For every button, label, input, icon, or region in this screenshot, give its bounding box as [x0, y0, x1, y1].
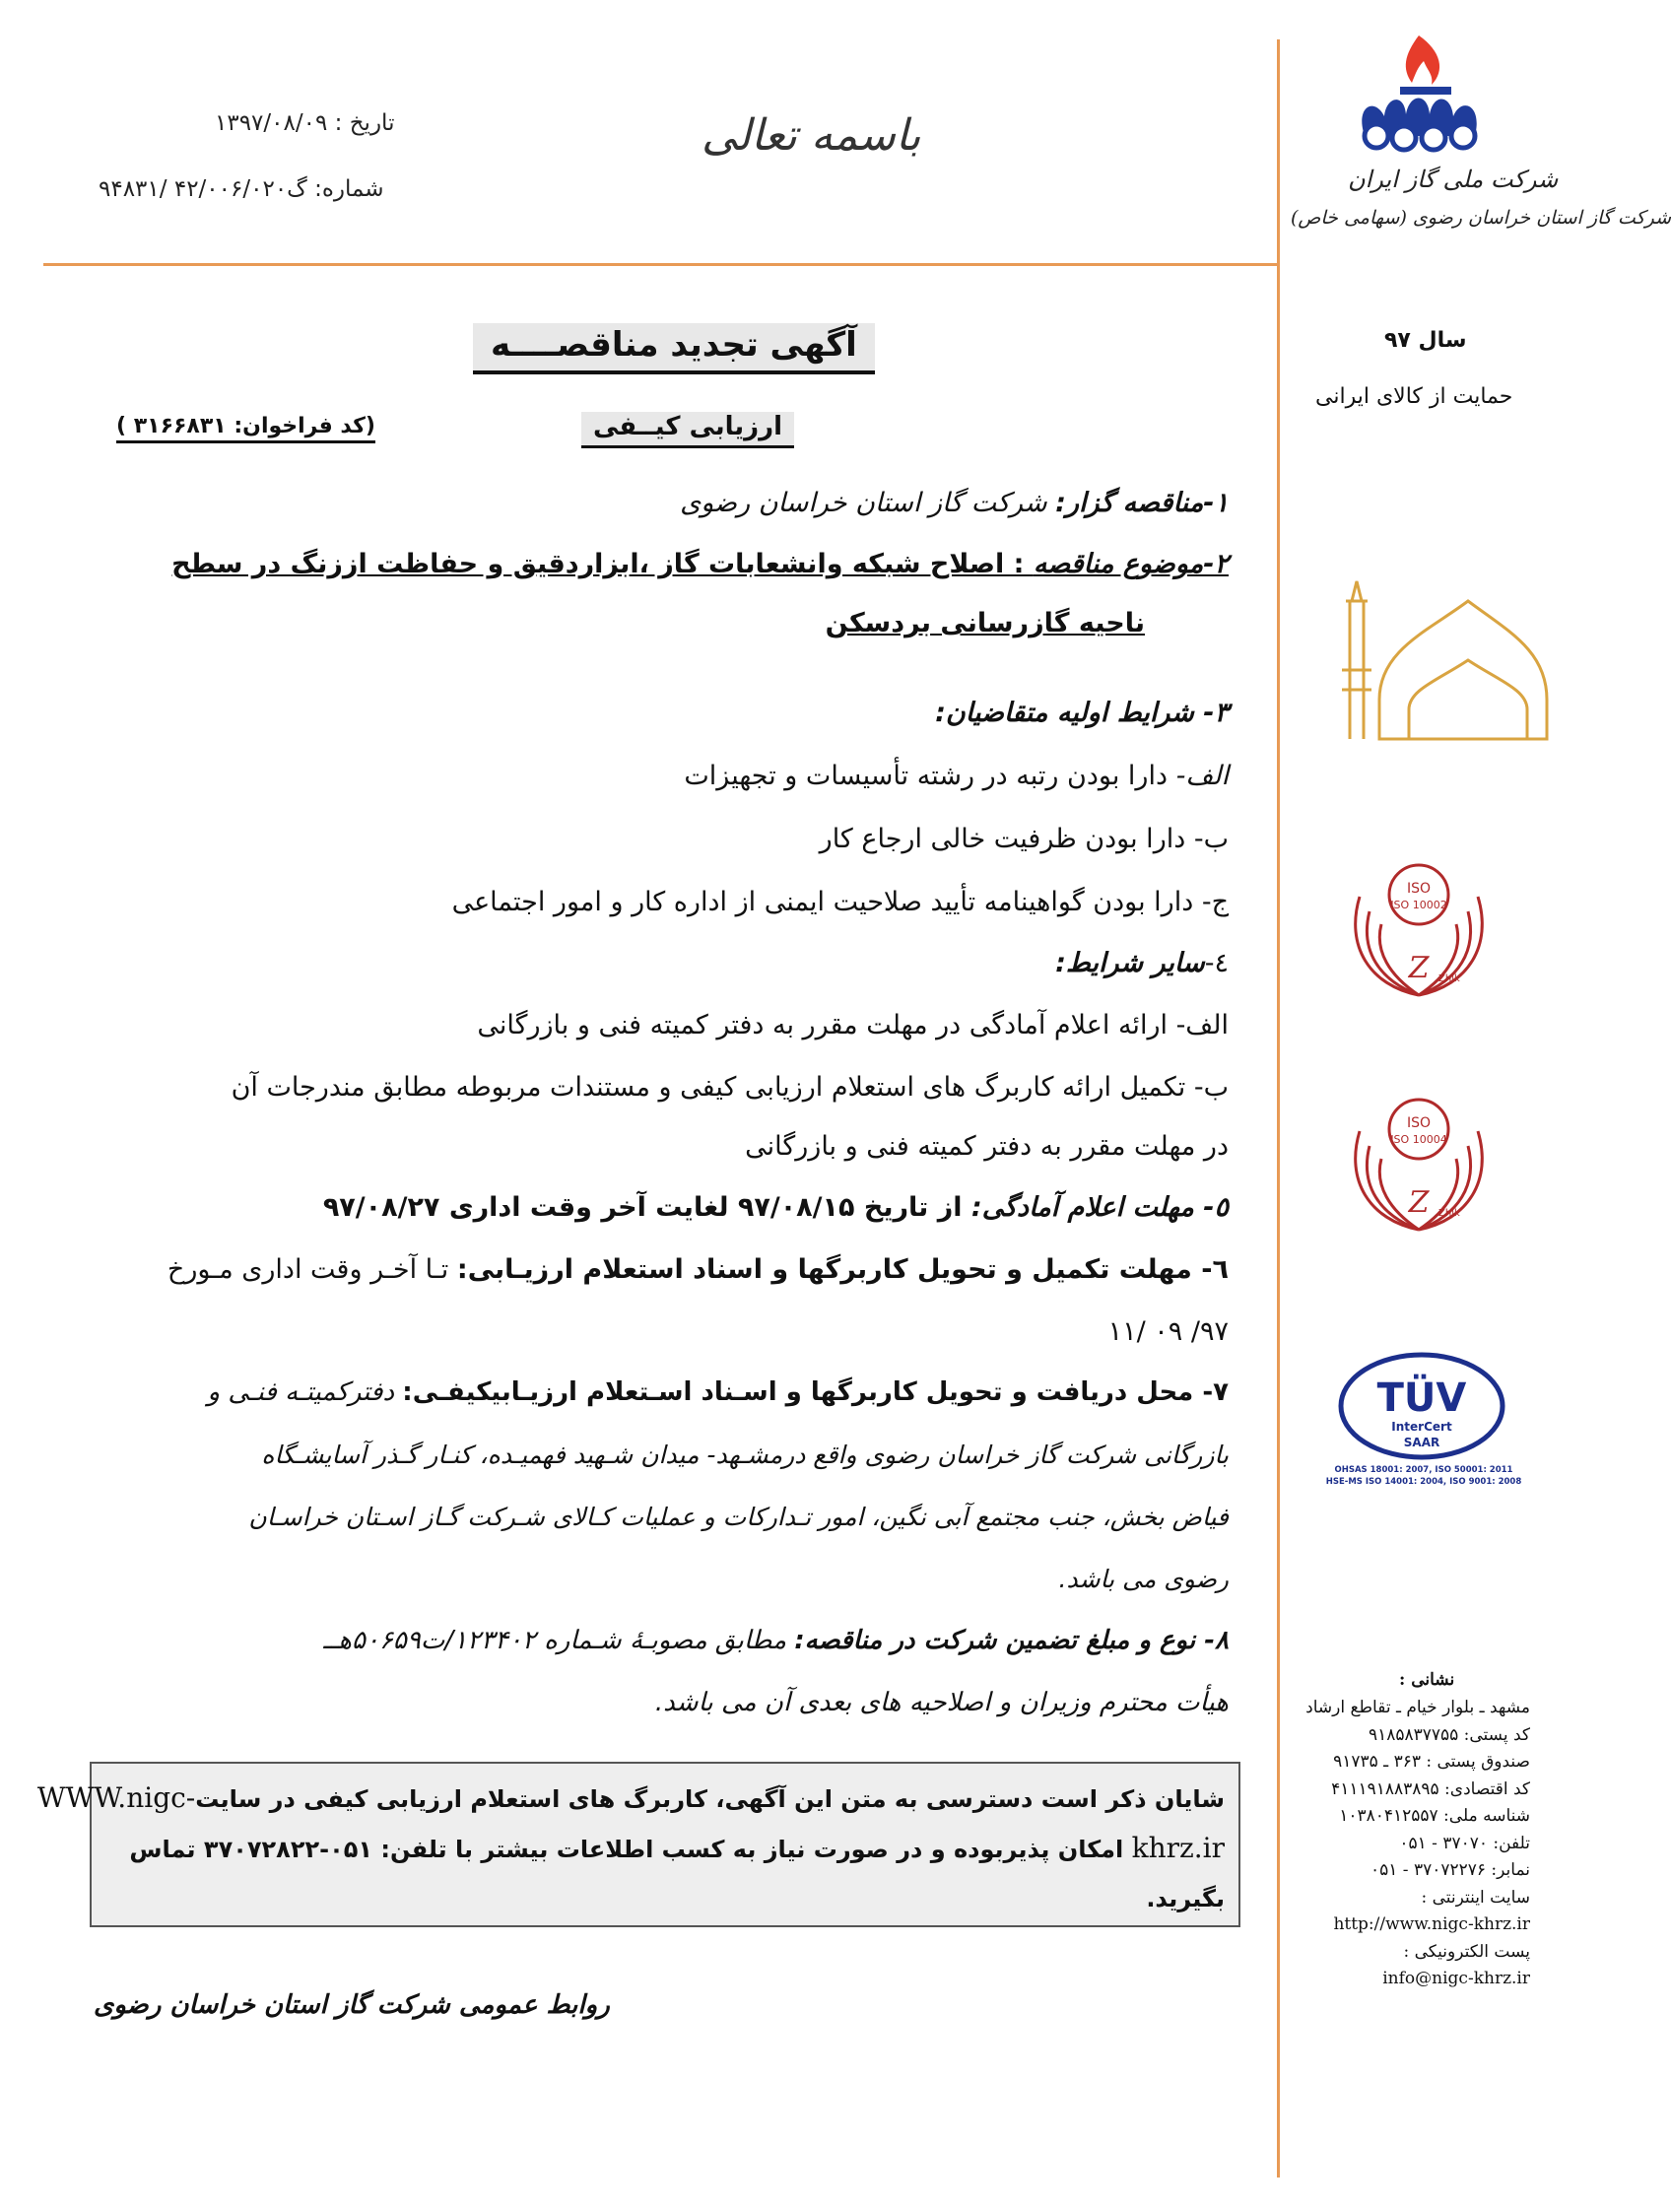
tuv-sub1: InterCert: [1391, 1420, 1452, 1434]
header-divider: [43, 263, 1280, 266]
economic-code: کد اقتصادی: ۴۱۱۱۹۱۸۸۳۸۹۵: [1331, 1778, 1530, 1799]
conditions-heading: ۳- شرایط اولیه متقاضیان:: [935, 698, 1229, 728]
readiness-deadline: ٥- مهلت اعلام آمادگی: از تاریخ ۹۷/۰۸/۱۵ لغایت آخر وقت اداری ۹۷/۰۸/۲۷: [322, 1192, 1229, 1223]
iso-10004-code: ISO 10004: [1390, 1133, 1447, 1146]
other-condition-a: الف- ارائه اعلام آمادگی در مهلت مقرر به دفتر کمیته فنی و بازرگانی: [477, 1010, 1229, 1040]
address-line: مشهد ـ بلوار خیام ـ تقاطع ارشاد: [1305, 1698, 1530, 1717]
tenderer-line: ۱-مناقصه گزار: شرکت گاز استان خراسان رضوی: [680, 488, 1229, 518]
condition-b: ب- دارا بودن ظرفیت خالی ارجاع کار: [819, 824, 1229, 854]
condition-a: الف- دارا بودن رتبه در رشته تأسیسات و تجهیزات: [684, 761, 1229, 791]
iso-10004-cert-icon: [1340, 1092, 1498, 1240]
iso-10002-cert-icon: [1340, 857, 1498, 1005]
delivery-place-3: فیاض بخش، جنب مجتمع آبی نگین، امور تـدارکات و عملیات کـالای شـرکت گـاز اسـتان خراسـان: [248, 1503, 1229, 1531]
other-conditions-heading: ٤-سایر شرایط:: [1055, 948, 1229, 978]
fax: نمابر: ۳۷۰۷۲۲۷۶ - ۰۵۱: [1370, 1860, 1530, 1880]
subject-line-2: ناحیه گازرسانی بردسکن: [825, 608, 1145, 638]
slogan: حمایت از کالای ایرانی: [1315, 384, 1513, 409]
access-notice-box: [36, 1762, 1240, 1927]
year-label: سال ۹۷: [1384, 328, 1467, 353]
vertical-divider: [1277, 39, 1280, 2178]
postal-code: کد پستی: ۹۱۸۵۸۳۷۷۵۵: [1368, 1724, 1530, 1745]
address-title: نشانی :: [1399, 1670, 1455, 1690]
iso-10002-brand: Zhik: [1438, 973, 1460, 984]
submission-deadline: ٦- مهلت تکمیل و تحویل کاربرگها و اسناد استعلام ارزیـابی: تـا آخـر وقت اداری مـورخ: [167, 1254, 1229, 1285]
address-block: [1286, 1695, 1530, 1993]
notice-subtitle: ارزیابی کیــفی: [581, 412, 794, 448]
notice-box-line-1: شایان ذکر است دسترسی به متن این آگهی، کاربرگ های استعلام ارزیابی کیفی در سایتWWW.nigc-: [36, 1781, 1225, 1814]
letter-date: [215, 110, 394, 136]
signature: روابط عمومی شرکت گاز استان خراسان رضوی: [94, 1990, 610, 2020]
company-subsidiary: شرکت گاز استان خراسان رضوی (سهامی خاص): [1291, 207, 1671, 229]
tuv-standards-1: OHSAS 18001: 2007, ISO 50001: 2011: [1334, 1465, 1513, 1475]
delivery-place-4: رضوی می باشد.: [1058, 1565, 1229, 1593]
other-condition-b: ب- تکمیل ارائه کاربرگ های استعلام ارزیابی کیفی و مستندات مربوطه مطابق مندرجات آن: [231, 1072, 1229, 1103]
tuv-name: TÜV: [1376, 1375, 1467, 1421]
condition-c: ج- دارا بودن گواهینامه تأیید صلاحیت ایمنی از اداره کار و امور اجتماعی: [451, 887, 1229, 917]
other-condition-b-2: در مهلت مقرر به دفتر کمیته فنی و بازرگانی: [745, 1131, 1229, 1162]
notice-box-line-2: khrz.ir امکان پذیربوده و در صورت نیاز به کسب اطلاعات بیشتر با تلفن: ۰۵۱-۳۷۰۷۲۸۲۲ تماس: [129, 1832, 1225, 1864]
company-name: شرکت ملی گاز ایران: [1348, 166, 1559, 193]
website-label: سایت اینترنتی :: [1421, 1887, 1530, 1908]
email-label: پست الکترونیکی :: [1403, 1941, 1530, 1962]
svg-text:ISO: ISO: [1406, 1115, 1432, 1131]
call-code: (کد فراخوان: ۳۱۶۶۸۳۱ ): [116, 414, 375, 443]
delivery-place: ۷- محل دریافت و تحویل کاربرگها و اسـناد اسـتعلام ارزیـابیکیفـی: دفترکمیتـه فنـی و: [207, 1377, 1229, 1407]
subject-line: ۲-موضوع مناقصه : اصلاح شبکه وانشعابات گاز ،ابزاردقیق و حفاظت اززنگ در سطح: [171, 549, 1229, 579]
number-value: گ۴۲/۰۰۶/۰۲۰ /۹۴۸۳۱: [99, 176, 307, 202]
svg-text:Z: Z: [1408, 1185, 1430, 1220]
iso-10004-brand: Zhik: [1438, 1208, 1460, 1219]
basmala: باسمه تعالی: [702, 110, 921, 161]
tuv-cert-icon: [1325, 1352, 1522, 1490]
guarantee-line: ۸- نوع و مبلغ تضمین شرکت در مناقصه: مطابق مصوبـۀ شـماره ۱۲۳۴۰۲/ت۵۰۶۵۹هــ: [323, 1626, 1229, 1655]
website-link[interactable]: http://www.nigc-khrz.ir: [1333, 1914, 1530, 1934]
iso-10002-code: ISO 10002: [1390, 899, 1447, 911]
phone: تلفن: ۳۷۰۷۰ - ۰۵۱: [1399, 1833, 1530, 1853]
tuv-standards-2: HSE-MS ISO 14001: 2004, ISO 9001: 2008: [1325, 1477, 1522, 1487]
svg-text:Z: Z: [1408, 951, 1430, 985]
date-value: ۱۳۹۷/۰۸/۰۹: [215, 110, 328, 136]
email-link[interactable]: info@nigc-khrz.ir: [1382, 1969, 1530, 1988]
submission-date: ۹۷/ ۰۹ /۱۱: [1107, 1316, 1229, 1347]
mosque-icon: [1291, 562, 1552, 744]
letter-number: [99, 176, 384, 202]
po-box: صندوق پستی : ۳۶۳ ـ ۹۱۷۳۵: [1333, 1752, 1530, 1772]
date-label: تاریخ :: [334, 110, 395, 136]
website-url-part-1[interactable]: WWW.nigc-: [36, 1781, 196, 1814]
tuv-sub2: SAAR: [1403, 1436, 1440, 1449]
national-id: شناسه ملی: ۱۰۳۸۰۴۱۲۵۵۷: [1339, 1806, 1530, 1826]
notice-title: آگهی تجدید مناقصــــه: [473, 323, 875, 374]
iso-10002-label: ISO: [1406, 881, 1432, 897]
number-label: شماره:: [314, 176, 384, 202]
guarantee-line-2: هیأت محترم وزیران و اصلاحیه های بعدی آن می باشد.: [654, 1688, 1229, 1717]
notice-box-line-3: بگیرید.: [1146, 1885, 1225, 1912]
delivery-place-2: بازرگانی شرکت گاز خراسان رضوی واقع درمشـهد- میدان شـهید فهمیـده، کنـار گـذر آسایشـگاه: [261, 1441, 1229, 1469]
website-url-part-2[interactable]: khrz.ir: [1131, 1832, 1225, 1864]
nigc-logo-icon: [1345, 28, 1507, 166]
